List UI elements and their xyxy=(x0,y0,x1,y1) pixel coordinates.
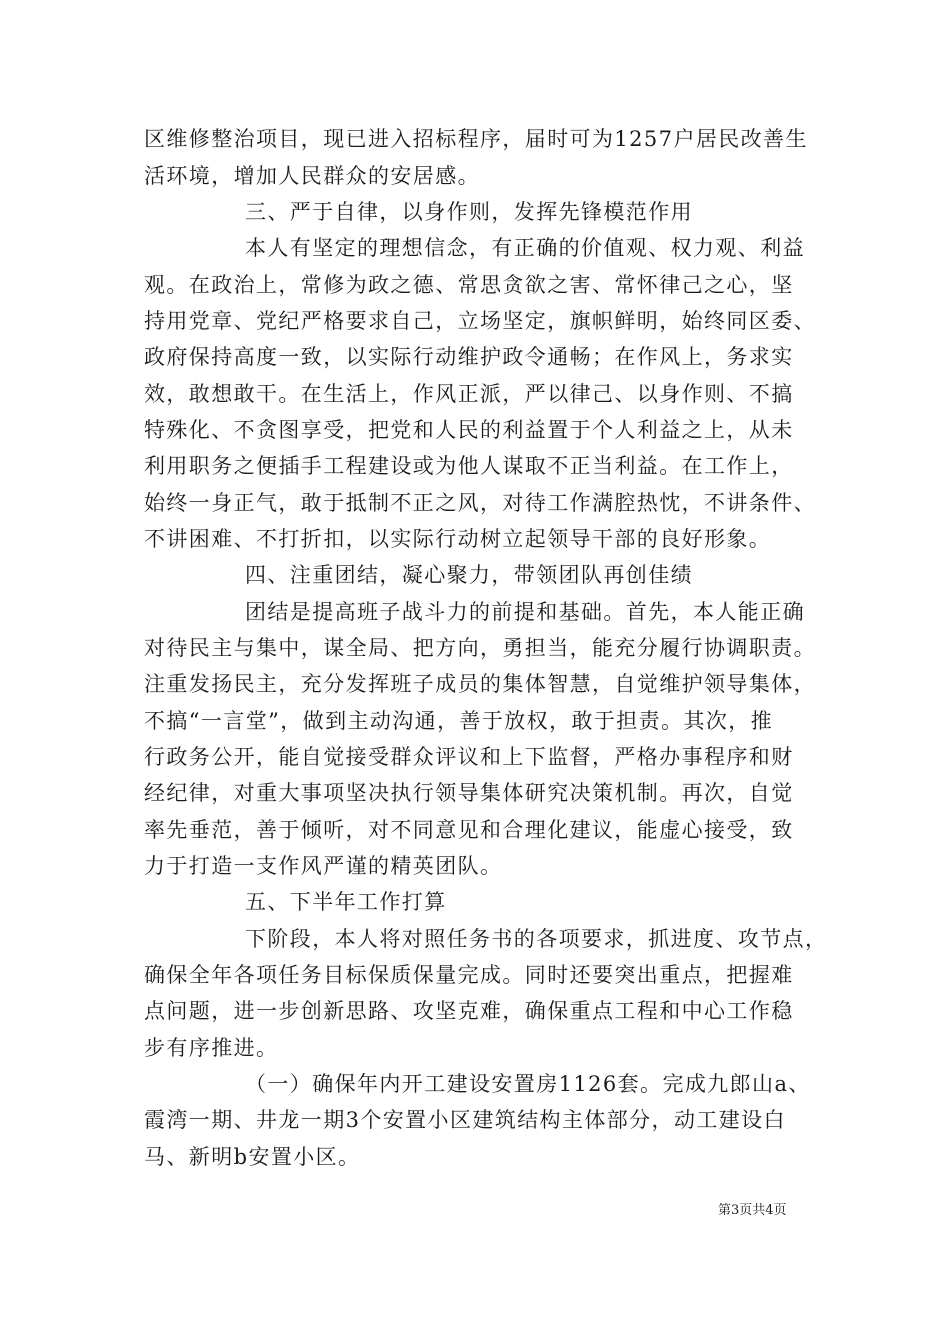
paragraph-line: 本人有坚定的理想信念，有正确的价值观、权力观、利益 xyxy=(245,236,805,260)
page-number-footer: 第3页共4页 xyxy=(718,1203,787,1218)
paragraph-line: 不搞“一言堂”，做到主动沟通，善于放权，敢于担责。其次，推 xyxy=(144,709,774,733)
paragraph-line: 力于打造一支作风严谨的精英团队。 xyxy=(144,854,503,878)
paragraph-line: 始终一身正气，敢于抵制不正之风，对待工作满腔热忱，不讲条件、 xyxy=(144,491,816,515)
paragraph-line: 霞湾一期、井龙一期3个安置小区建筑结构主体部分，动工建设白 xyxy=(144,1108,786,1132)
paragraph-line: 不讲困难、不打折扣，以实际行动树立起领导干部的良好形象。 xyxy=(144,527,772,551)
paragraph-line: 对待民主与集中，谋全局、把方向，勇担当，能充分履行协调职责。 xyxy=(144,636,816,660)
paragraph-line: 步有序推进。 xyxy=(144,1036,279,1060)
section-heading-5: 五、下半年工作打算 xyxy=(245,890,447,914)
paragraph-line: 点问题，进一步创新思路、攻坚克难，确保重点工程和中心工作稳 xyxy=(144,999,794,1023)
paragraph-line: 确保全年各项任务目标保质保量完成。同时还要突出重点，把握难 xyxy=(144,963,794,987)
paragraph-line: 政府保持高度一致，以实际行动维护政令通畅；在作风上，务求实 xyxy=(144,345,794,369)
paragraph-line: 区维修整治项目，现已进入招标程序，届时可为1257户居民改善生 xyxy=(144,127,808,151)
paragraph-line: 经纪律，对重大事项坚决执行领导集体研究决策机制。再次，自觉 xyxy=(144,781,794,805)
paragraph-line: 行政务公开，能自觉接受群众评议和上下监督，严格办事程序和财 xyxy=(144,745,794,769)
paragraph-line: 马、新明b安置小区。 xyxy=(144,1145,361,1169)
paragraph-line: 注重发扬民主，充分发挥班子成员的集体智慧，自觉维护领导集体， xyxy=(144,672,816,696)
paragraph-line: 团结是提高班子战斗力的前提和基础。首先，本人能正确 xyxy=(245,600,805,624)
paragraph-line: 效，敢想敢干。在生活上，作风正派，严以律己、以身作则、不搞 xyxy=(144,382,794,406)
paragraph-line: 利用职务之便插手工程建设或为他人谋取不正当利益。在工作上， xyxy=(144,454,794,478)
paragraph-line: 下阶段，本人将对照任务书的各项要求，抓进度、攻节点， xyxy=(245,927,828,951)
section-heading-3: 三、严于自律，以身作则，发挥先锋模范作用 xyxy=(245,200,693,224)
paragraph-line: 持用党章、党纪严格要求自己，立场坚定，旗帜鲜明，始终同区委、 xyxy=(144,309,816,333)
paragraph-line: 观。在政治上，常修为政之德、常思贪欲之害、常怀律己之心，坚 xyxy=(144,273,794,297)
paragraph-line: （一）确保年内开工建设安置房1126套。完成九郎山a、 xyxy=(245,1072,811,1096)
section-heading-4: 四、注重团结，凝心聚力，带领团队再创佳绩 xyxy=(245,563,693,587)
paragraph-line: 特殊化、不贪图享受，把党和人民的利益置于个人利益之上，从未 xyxy=(144,418,794,442)
paragraph-line: 率先垂范，善于倾听，对不同意见和合理化建议，能虚心接受，致 xyxy=(144,818,794,842)
paragraph-line: 活环境，增加人民群众的安居感。 xyxy=(144,164,480,188)
